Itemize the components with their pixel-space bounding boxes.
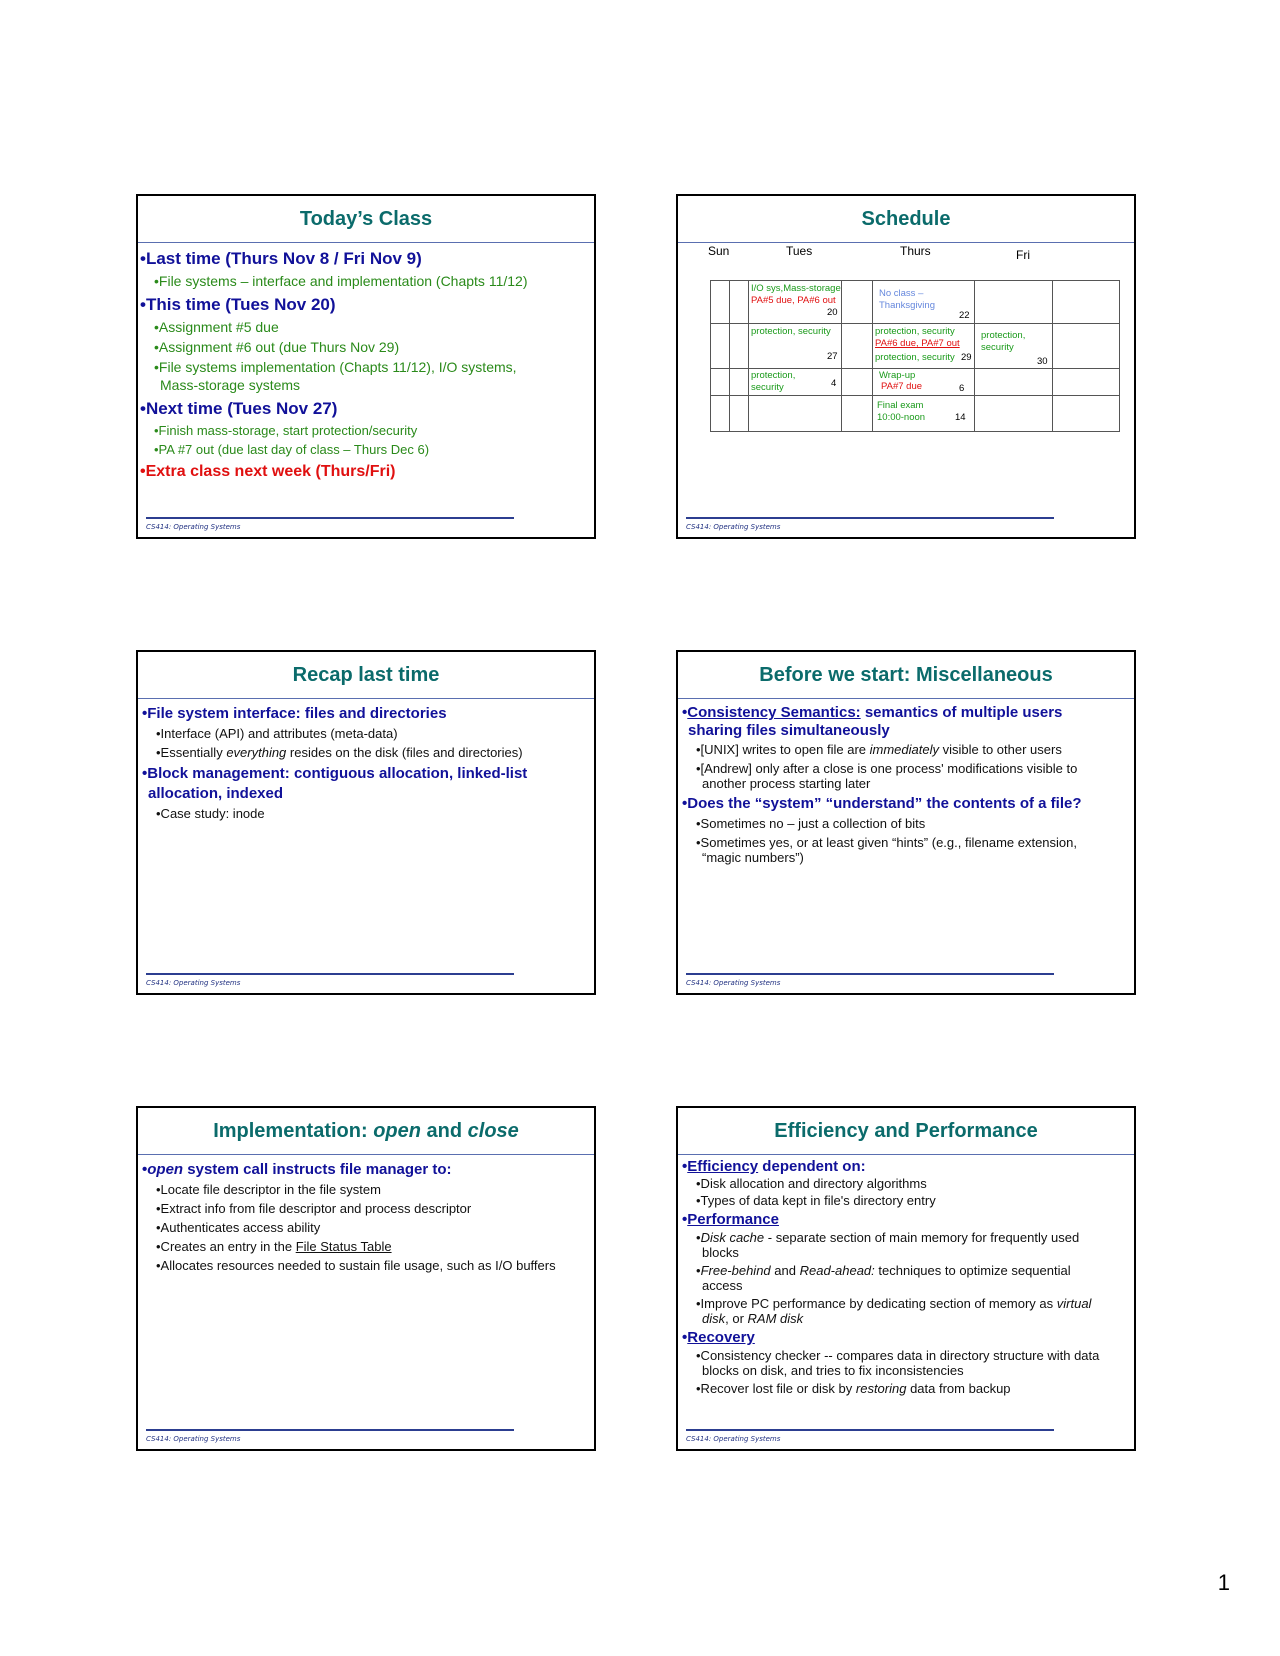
slide-title: Today’s Class <box>299 207 433 230</box>
text-fragment: everything <box>226 745 287 760</box>
calendar-entry: security <box>981 342 1014 353</box>
bullet-item-cont: blocks on disk, and tries to fix inconsistencies <box>702 1363 964 1378</box>
text-fragment: and <box>770 1263 800 1278</box>
slide-title: Recap last time <box>292 663 440 686</box>
slide-footer: CS414: Operating Systems <box>146 1435 241 1443</box>
grid-line <box>841 281 842 431</box>
calendar-entry: PA#5 due, PA#6 out <box>751 295 836 306</box>
bullet-item: •Authenticates access ability <box>156 1220 321 1235</box>
calendar-date: 29 <box>961 352 972 363</box>
text-fragment: • <box>682 704 688 721</box>
text-fragment: Read-ahead: <box>799 1263 875 1278</box>
calendar-entry: PA#6 due, PA#7 out <box>875 338 960 349</box>
slide-title-bar <box>678 652 1134 699</box>
slide-efficiency <box>676 1106 1136 1451</box>
footer-rule <box>146 517 514 519</box>
footer-rule <box>146 1429 514 1431</box>
bullet-item: •Extract info from file descriptor and process descriptor <box>156 1201 472 1216</box>
title-fragment: open <box>373 1119 421 1142</box>
bullet-item: •Sometimes no – just a collection of bits <box>696 816 926 831</box>
text-fragment: • <box>682 1158 688 1175</box>
slide-title <box>213 1120 519 1143</box>
bullet-item <box>696 1381 1130 1396</box>
slide-footer: CS414: Operating Systems <box>146 523 241 531</box>
next-time-item: •PA #7 out (due last day of class – Thurs Dec 6) <box>154 442 430 457</box>
text-fragment: open <box>147 1161 184 1178</box>
slide-footer: CS414: Operating Systems <box>686 979 781 987</box>
bullet-item: •Consistency checker -- compares data in directory structure with data <box>696 1348 1100 1363</box>
text-fragment: data from backup <box>906 1381 1011 1396</box>
last-time-item: •File systems – interface and implementation (Chapts 11/12) <box>154 273 528 289</box>
bullet-heading: •File system interface: files and directories <box>142 705 447 722</box>
slide-title-bar <box>138 652 594 699</box>
grid-line <box>748 281 749 431</box>
slide-footer: CS414: Operating Systems <box>686 523 781 531</box>
text-fragment: semantics of multiple users <box>860 704 1063 721</box>
day-header-sun: Sun <box>708 244 730 258</box>
text-fragment: Recovery <box>687 1329 755 1346</box>
slide-schedule <box>676 194 1136 539</box>
this-time-item: •Assignment #6 out (due Thurs Nov 29) <box>154 339 400 355</box>
calendar-entry: No class – <box>879 288 924 299</box>
calendar-date: 4 <box>831 378 837 389</box>
this-time-item: •File systems implementation (Chapts 11/12), I/O systems, <box>154 359 517 375</box>
text-fragment: •Recover lost file or disk by <box>696 1381 856 1396</box>
slide-title-bar <box>138 1108 594 1155</box>
grid-line <box>729 281 730 431</box>
slide-body <box>142 1160 590 1277</box>
title-fragment: and <box>420 1119 468 1142</box>
text-fragment: immediately <box>869 742 939 757</box>
calendar-date: 30 <box>1037 356 1048 367</box>
text-fragment: virtual <box>1056 1296 1092 1311</box>
bullet-heading: •Does the “system” “understand” the contents of a file? <box>682 795 1082 812</box>
this-time-heading: •This time (Tues Nov 20) <box>140 295 336 314</box>
slide-title-bar <box>138 196 594 243</box>
bullet-heading <box>682 1158 1130 1176</box>
bullet-heading-cont: sharing files simultaneously <box>688 722 890 739</box>
bullet-item: •Sometimes yes, or at least given “hints” (e.g., filename extension, <box>696 835 1077 850</box>
footer-rule <box>146 973 514 975</box>
schedule-calendar <box>678 242 1134 537</box>
slide-miscellaneous <box>676 650 1136 995</box>
bullet-item-cont: access <box>702 1278 743 1293</box>
text-fragment: RAM disk <box>747 1311 804 1326</box>
next-time-heading: •Next time (Tues Nov 27) <box>140 399 338 418</box>
text-fragment: •Improve PC performance by dedicating section of memory as <box>696 1296 1057 1311</box>
grid-line <box>711 323 1119 324</box>
text-fragment: • <box>682 1329 688 1346</box>
calendar-entry: Final exam <box>877 400 924 411</box>
slide-title-bar <box>678 196 1134 243</box>
bullet-item-cont: “magic numbers”) <box>702 850 804 865</box>
footer-rule <box>686 517 1054 519</box>
day-header-fri: Fri <box>1016 248 1030 262</box>
calendar-date: 27 <box>827 351 838 362</box>
text-fragment: • <box>682 1211 688 1228</box>
text-fragment: , or <box>725 1311 748 1326</box>
bullet-item: •[Andrew] only after a close is one process' modifications visible to <box>696 761 1078 776</box>
calendar-entry: Wrap-up <box>879 370 916 381</box>
bullet-item <box>156 1239 590 1255</box>
bullet-heading <box>682 1328 1130 1348</box>
page-number: 1 <box>1217 1570 1230 1595</box>
calendar-entry: I/O sys,Mass-storage <box>751 283 841 294</box>
title-fragment: Implementation: <box>213 1119 374 1142</box>
calendar-entry: security <box>751 382 784 393</box>
text-fragment: File Status Table <box>295 1239 392 1254</box>
slide-title: Before we start: Miscellaneous <box>759 663 1053 686</box>
calendar-date: 6 <box>959 383 965 394</box>
day-header-thurs: Thurs <box>900 244 931 258</box>
text-fragment: •Creates an entry in the <box>156 1239 296 1254</box>
text-fragment: Free-behind <box>700 1263 771 1278</box>
calendar-entry: protection, security <box>875 352 955 363</box>
slide-footer: CS414: Operating Systems <box>146 979 241 987</box>
slide-body <box>682 704 1130 868</box>
grid-line <box>711 395 1119 396</box>
slide-title: Schedule <box>861 207 951 230</box>
bullet-item: •Locate file descriptor in the file system <box>156 1182 381 1197</box>
bullet-item-cont: blocks <box>702 1245 739 1260</box>
bullet-item <box>696 1296 1130 1311</box>
bullet-heading <box>142 1160 590 1180</box>
bullet-item <box>696 742 1130 758</box>
grid-line <box>974 281 975 431</box>
day-header-tues: Tues <box>786 244 813 258</box>
text-fragment: techniques to optimize sequential <box>874 1263 1071 1278</box>
slide-open-close <box>136 1106 596 1451</box>
bullet-heading <box>682 1210 1130 1230</box>
bullet-item: •Types of data kept in file's directory entry <box>696 1193 936 1208</box>
bullet-item: •Allocates resources needed to sustain file usage, such as I/O buffers <box>156 1258 556 1273</box>
bullet-heading <box>682 704 1130 722</box>
bullet-item <box>156 745 590 761</box>
bullet-item: •Case study: inode <box>156 806 265 821</box>
calendar-entry: protection, security <box>875 326 955 337</box>
calendar-date: 20 <box>827 307 838 318</box>
this-time-item-cont: Mass-storage systems <box>160 377 301 393</box>
calendar-entry: PA#7 due <box>881 381 923 392</box>
slide-todays-class <box>136 194 596 539</box>
grid-line <box>711 368 1119 369</box>
text-fragment: - separate section of main memory for frequently used <box>764 1230 1080 1245</box>
slide-title: Efficiency and Performance <box>774 1119 1038 1142</box>
slide-body <box>142 704 590 825</box>
slide-title-bar <box>678 1108 1134 1155</box>
text-fragment: •[UNIX] writes to open file are <box>696 742 870 757</box>
text-fragment: visible to other users <box>938 742 1062 757</box>
bullet-item: •Disk cache - separate section of main memory for frequently used <box>696 1230 1080 1245</box>
bullet-item: •Interface (API) and attributes (meta-data) <box>156 726 398 741</box>
text-fragment: •Essentially <box>156 745 227 760</box>
text-fragment: Consistency Semantics: <box>687 704 861 721</box>
text-fragment: Efficiency <box>687 1158 759 1175</box>
bullet-heading-cont: allocation, indexed <box>148 785 284 802</box>
text-fragment: restoring <box>855 1381 907 1396</box>
bullet-item: •Disk allocation and directory algorithms <box>696 1176 927 1191</box>
calendar-grid <box>710 280 1120 432</box>
bullet-item-cont <box>702 1311 1130 1326</box>
text-fragment: • <box>142 1161 148 1178</box>
last-time-heading: •Last time (Thurs Nov 8 / Fri Nov 9) <box>140 249 422 268</box>
calendar-entry: Thanksgiving <box>879 300 935 311</box>
bullet-item: •Free-behind and Read-ahead: techniques to optimize sequential <box>696 1263 1071 1278</box>
grid-line <box>1052 281 1053 431</box>
title-fragment: close <box>467 1119 519 1142</box>
text-fragment: Performance <box>687 1211 779 1228</box>
calendar-date: 14 <box>955 412 966 423</box>
bullet-heading: •Block management: contiguous allocation, linked-list <box>142 765 528 782</box>
next-time-item: •Finish mass-storage, start protection/security <box>154 423 418 438</box>
slide-body <box>682 1158 1130 1396</box>
text-fragment: system call instructs file manager to: <box>183 1161 452 1178</box>
text-fragment: dependent on: <box>758 1158 866 1175</box>
calendar-entry: protection, <box>751 370 796 381</box>
calendar-entry: 10:00-noon <box>877 412 926 423</box>
text-fragment: resides on the disk (files and directories) <box>286 745 523 760</box>
footer-rule <box>686 1429 1054 1431</box>
slide-footer: CS414: Operating Systems <box>686 1435 781 1443</box>
footer-rule <box>686 973 1054 975</box>
this-time-item: •Assignment #5 due <box>154 319 279 335</box>
slide-recap <box>136 650 596 995</box>
text-fragment: disk <box>702 1311 726 1326</box>
calendar-entry: protection, security <box>751 326 831 337</box>
bullet-item-cont: another process starting later <box>702 776 871 791</box>
slide-body <box>140 248 590 482</box>
calendar-entry: protection, <box>981 330 1026 341</box>
grid-line <box>872 281 873 431</box>
text-fragment: Disk cache <box>700 1230 765 1245</box>
extra-class-note: •Extra class next week (Thurs/Fri) <box>140 463 396 480</box>
calendar-date: 22 <box>959 310 970 321</box>
